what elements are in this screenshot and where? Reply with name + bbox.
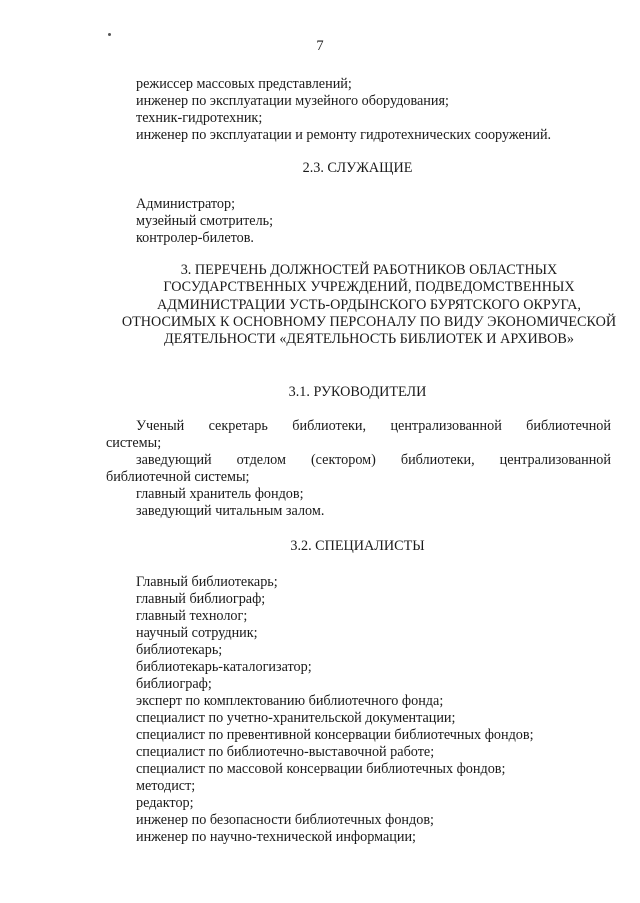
list-item: Администратор; xyxy=(136,196,236,212)
list-item: научный сотрудник; xyxy=(136,625,258,641)
list-item: техник-гидротехник; xyxy=(136,110,263,126)
list-item: специалист по превентивной консервации библиотечных фондов; xyxy=(136,727,534,743)
section-heading-2-3: 2.3. СЛУЖАЩИЕ xyxy=(302,160,413,176)
list-item: инженер по эксплуатации музейного оборудования; xyxy=(136,93,449,109)
list-item: Главный библиотекарь; xyxy=(136,574,278,590)
list-item: главный хранитель фондов; xyxy=(136,486,304,502)
list-item-line: Ученый секретарь библиотеки, централизованной библиотечной xyxy=(136,418,611,434)
section-heading-3-2: 3.2. СПЕЦИАЛИСТЫ xyxy=(290,538,425,554)
chapter-heading-3: 3. ПЕРЕЧЕНЬ ДОЛЖНОСТЕЙ РАБОТНИКОВ ОБЛАСТНЫХ ГОСУДАРСТВЕННЫХ УЧРЕЖДЕНИЙ, ПОДВЕДОМСТВЕННЫХ АДМИНИСТРАЦИИ УСТЬ-ОРДЫНСКОГО БУРЯТСКОГО ОКРУГА, ОТНОСИМЫХ К ОСНОВНОМУ ПЕРСОНАЛУ ПО ВИДУ ЭКОНОМИЧЕСКОЙ ДЕЯТЕЛЬНОСТИ «ДЕЯТЕЛЬНОСТЬ БИБЛИОТЕК И АРХИВОВ» xyxy=(121,262,617,348)
list-item: библиотекарь-каталогизатор; xyxy=(136,659,312,675)
list-item-line: заведующий отделом (сектором) библиотеки, централизованной xyxy=(136,452,611,468)
list-item: режиссер массовых представлений; xyxy=(136,76,352,92)
list-item: инженер по научно-технической информации; xyxy=(136,829,416,845)
list-item: методист; xyxy=(136,778,196,794)
list-item: музейный смотритель; xyxy=(136,213,274,229)
list-item: контролер-билетов. xyxy=(136,230,254,246)
list-item: редактор; xyxy=(136,795,194,811)
list-item: эксперт по комплектованию библиотечного фонда; xyxy=(136,693,444,709)
list-item-line: системы; xyxy=(106,435,162,451)
list-item: библиотекарь; xyxy=(136,642,223,658)
list-item: заведующий читальным залом. xyxy=(136,503,325,519)
list-item-line: библиотечной системы; xyxy=(106,469,250,485)
list-item: специалист по учетно-хранительской документации; xyxy=(136,710,456,726)
page-number: 7 xyxy=(316,38,324,54)
list-item: главный библиограф; xyxy=(136,591,266,607)
list-item: библиограф; xyxy=(136,676,212,692)
list-item: главный технолог; xyxy=(136,608,248,624)
list-item: инженер по эксплуатации и ремонту гидротехнических сооружений. xyxy=(136,127,552,143)
scan-speck xyxy=(108,33,111,36)
section-heading-3-1: 3.1. РУКОВОДИТЕЛИ xyxy=(288,384,427,400)
list-item: специалист по массовой консервации библиотечных фондов; xyxy=(136,761,506,777)
list-item: специалист по библиотечно-выставочной работе; xyxy=(136,744,435,760)
list-item: инженер по безопасности библиотечных фондов; xyxy=(136,812,434,828)
